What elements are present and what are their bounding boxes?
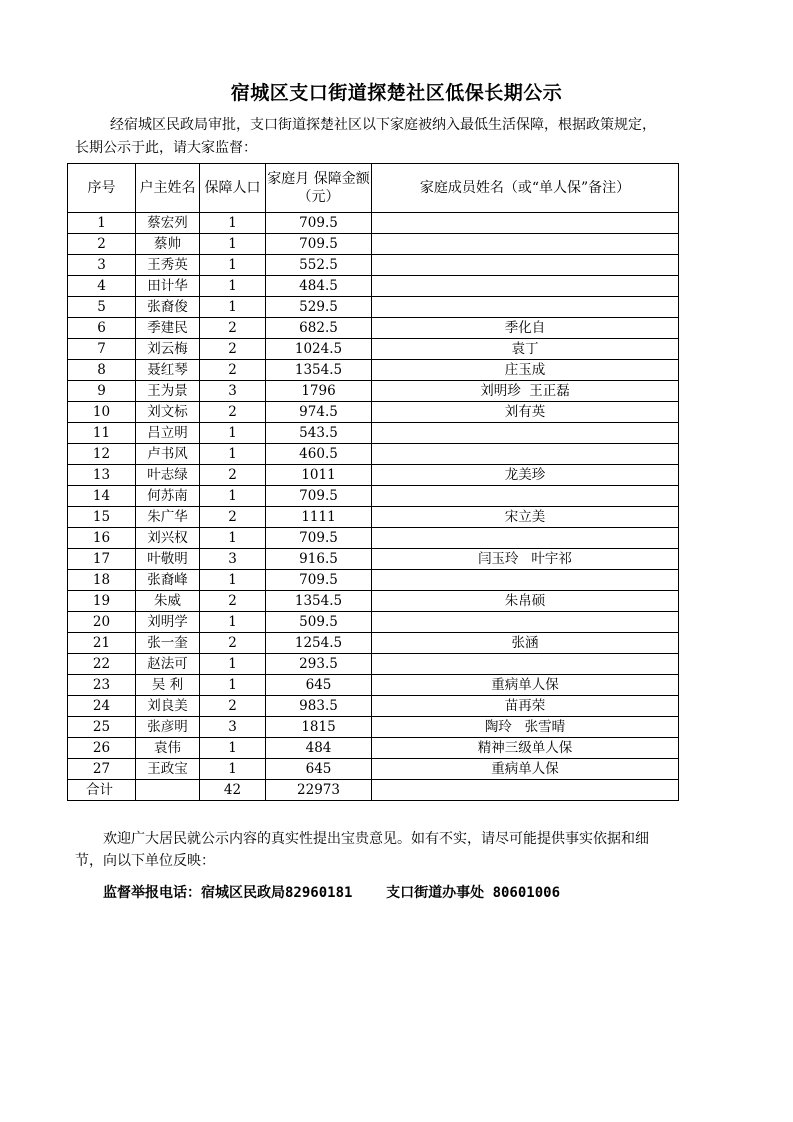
table-row — [68, 633, 679, 654]
row-householder: 张裔俊 — [136, 297, 200, 318]
page-title: 宿城区支口街道探楚社区低保长期公示 — [230, 82, 563, 104]
table-row — [68, 759, 679, 780]
row-householder: 卢书风 — [136, 444, 200, 465]
row-people: 1 — [200, 486, 266, 507]
row-people: 1 — [200, 255, 266, 276]
table-total-row — [68, 780, 679, 801]
row-members: 朱帛硕 — [372, 591, 679, 612]
row-amount: 645 — [266, 675, 372, 696]
row-index: 8 — [68, 360, 136, 381]
row-amount: 983.5 — [266, 696, 372, 717]
row-index: 19 — [68, 591, 136, 612]
table-row — [68, 276, 679, 297]
header-members: 家庭成员姓名（或“单人保”备注） — [372, 164, 679, 213]
row-amount: 709.5 — [266, 570, 372, 591]
table-row — [68, 339, 679, 360]
row-householder: 叶志绿 — [136, 465, 200, 486]
row-people: 1 — [200, 213, 266, 234]
welfare-table — [67, 163, 679, 801]
row-members — [372, 654, 679, 675]
row-amount: 529.5 — [266, 297, 372, 318]
row-people: 2 — [200, 402, 266, 423]
row-amount: 484 — [266, 738, 372, 759]
row-amount: 1815 — [266, 717, 372, 738]
row-index: 10 — [68, 402, 136, 423]
row-index: 12 — [68, 444, 136, 465]
row-index: 16 — [68, 528, 136, 549]
row-members: 重病单人保 — [372, 675, 679, 696]
row-amount: 1111 — [266, 507, 372, 528]
row-people: 3 — [200, 717, 266, 738]
row-amount: 645 — [266, 759, 372, 780]
row-members — [372, 444, 679, 465]
total-members — [372, 780, 679, 801]
row-members — [372, 276, 679, 297]
row-index: 13 — [68, 465, 136, 486]
row-members: 刘明珍 王正磊 — [372, 381, 679, 402]
row-amount: 709.5 — [266, 213, 372, 234]
row-amount: 709.5 — [266, 528, 372, 549]
row-members: 季化自 — [372, 318, 679, 339]
row-people: 1 — [200, 528, 266, 549]
row-index: 3 — [68, 255, 136, 276]
row-people: 1 — [200, 738, 266, 759]
row-amount: 552.5 — [266, 255, 372, 276]
row-members — [372, 213, 679, 234]
row-householder: 聂红琴 — [136, 360, 200, 381]
notice-paragraph: 欢迎广大居民就公示内容的真实性提出宝贵意见。如有不实，请尽可能提供事实依据和细节，向以下单位反映： — [75, 831, 649, 869]
row-index: 4 — [68, 276, 136, 297]
table-row — [68, 675, 679, 696]
row-householder: 王秀英 — [136, 255, 200, 276]
row-members: 宋立美 — [372, 507, 679, 528]
row-people: 2 — [200, 339, 266, 360]
row-members: 张涵 — [372, 633, 679, 654]
row-householder: 蔡宏列 — [136, 213, 200, 234]
row-people: 1 — [200, 234, 266, 255]
header-amount: 家庭月 保障金额（元） — [266, 164, 372, 213]
row-householder: 田计华 — [136, 276, 200, 297]
table-body — [68, 213, 679, 780]
row-index: 27 — [68, 759, 136, 780]
row-householder: 朱广华 — [136, 507, 200, 528]
row-householder: 何苏南 — [136, 486, 200, 507]
table-row — [68, 654, 679, 675]
row-people: 1 — [200, 570, 266, 591]
row-householder: 王政宝 — [136, 759, 200, 780]
table-row — [68, 444, 679, 465]
row-householder: 张一奎 — [136, 633, 200, 654]
row-people: 1 — [200, 423, 266, 444]
table-row — [68, 255, 679, 276]
row-amount: 1254.5 — [266, 633, 372, 654]
row-people: 2 — [200, 360, 266, 381]
table-row — [68, 738, 679, 759]
header-householder: 户主姓名 — [136, 164, 200, 213]
row-amount: 1796 — [266, 381, 372, 402]
table-row — [68, 717, 679, 738]
row-amount: 709.5 — [266, 234, 372, 255]
row-members: 精神三级单人保 — [372, 738, 679, 759]
row-index: 7 — [68, 339, 136, 360]
table-row — [68, 360, 679, 381]
row-amount: 974.5 — [266, 402, 372, 423]
row-people: 1 — [200, 654, 266, 675]
supervise-line: 监督举报电话：宿城区民政局82960181 支口街道办事处 80601006 — [103, 885, 561, 901]
row-index: 1 — [68, 213, 136, 234]
table-row — [68, 507, 679, 528]
row-members: 闫玉玲 叶宇祁 — [372, 549, 679, 570]
row-index: 2 — [68, 234, 136, 255]
total-name — [136, 780, 200, 801]
row-amount: 460.5 — [266, 444, 372, 465]
row-householder: 袁伟 — [136, 738, 200, 759]
row-people: 2 — [200, 318, 266, 339]
row-householder: 张彦明 — [136, 717, 200, 738]
row-householder: 刘良美 — [136, 696, 200, 717]
row-index: 21 — [68, 633, 136, 654]
table-header-row — [68, 164, 679, 213]
row-householder: 吴 利 — [136, 675, 200, 696]
row-householder: 刘云梅 — [136, 339, 200, 360]
header-people: 保障人口 — [200, 164, 266, 213]
table-row — [68, 528, 679, 549]
row-index: 17 — [68, 549, 136, 570]
row-people: 1 — [200, 276, 266, 297]
row-index: 22 — [68, 654, 136, 675]
row-members — [372, 255, 679, 276]
table-row — [68, 612, 679, 633]
table-row — [68, 402, 679, 423]
row-people: 2 — [200, 507, 266, 528]
row-members — [372, 570, 679, 591]
row-amount: 1011 — [266, 465, 372, 486]
row-members: 苗再荣 — [372, 696, 679, 717]
row-members: 陶玲 张雪晴 — [372, 717, 679, 738]
row-index: 15 — [68, 507, 136, 528]
table-row — [68, 486, 679, 507]
row-people: 2 — [200, 633, 266, 654]
table-row — [68, 465, 679, 486]
row-householder: 朱威 — [136, 591, 200, 612]
row-people: 2 — [200, 591, 266, 612]
row-members: 刘有英 — [372, 402, 679, 423]
row-amount: 543.5 — [266, 423, 372, 444]
row-members: 重病单人保 — [372, 759, 679, 780]
intro-paragraph: 经宿城区民政局审批，支口街道探楚社区以下家庭被纳入最低生活保障，根据政策规定，长期公示于此，请大家监督： — [75, 117, 656, 156]
row-people: 1 — [200, 675, 266, 696]
row-index: 5 — [68, 297, 136, 318]
row-amount: 682.5 — [266, 318, 372, 339]
row-index: 9 — [68, 381, 136, 402]
row-members — [372, 528, 679, 549]
table-row — [68, 549, 679, 570]
row-people: 2 — [200, 696, 266, 717]
row-householder: 刘明学 — [136, 612, 200, 633]
row-people: 1 — [200, 612, 266, 633]
table-row — [68, 570, 679, 591]
row-people: 3 — [200, 381, 266, 402]
table-row — [68, 213, 679, 234]
row-people: 1 — [200, 297, 266, 318]
row-index: 11 — [68, 423, 136, 444]
row-people: 1 — [200, 444, 266, 465]
row-amount: 509.5 — [266, 612, 372, 633]
row-index: 18 — [68, 570, 136, 591]
row-householder: 季建民 — [136, 318, 200, 339]
row-members — [372, 297, 679, 318]
row-householder: 刘文标 — [136, 402, 200, 423]
row-householder: 吕立明 — [136, 423, 200, 444]
row-index: 25 — [68, 717, 136, 738]
table-row — [68, 381, 679, 402]
row-index: 6 — [68, 318, 136, 339]
row-people: 2 — [200, 465, 266, 486]
row-householder: 赵法可 — [136, 654, 200, 675]
table-row — [68, 423, 679, 444]
row-householder: 张裔峰 — [136, 570, 200, 591]
row-amount: 1024.5 — [266, 339, 372, 360]
row-index: 20 — [68, 612, 136, 633]
row-members — [372, 423, 679, 444]
row-members: 袁丁 — [372, 339, 679, 360]
row-members — [372, 234, 679, 255]
row-amount: 709.5 — [266, 486, 372, 507]
table-row — [68, 234, 679, 255]
row-people: 1 — [200, 759, 266, 780]
row-members: 庄玉成 — [372, 360, 679, 381]
row-amount: 484.5 — [266, 276, 372, 297]
row-householder: 王为景 — [136, 381, 200, 402]
row-amount: 293.5 — [266, 654, 372, 675]
total-label: 合计 — [68, 780, 136, 801]
table-row — [68, 696, 679, 717]
table-row — [68, 297, 679, 318]
row-amount: 916.5 — [266, 549, 372, 570]
table-row — [68, 318, 679, 339]
row-amount: 1354.5 — [266, 360, 372, 381]
row-members: 龙美珍 — [372, 465, 679, 486]
header-index: 序号 — [68, 164, 136, 213]
row-householder: 叶敬明 — [136, 549, 200, 570]
row-householder: 蔡帅 — [136, 234, 200, 255]
table-row — [68, 591, 679, 612]
row-householder: 刘兴权 — [136, 528, 200, 549]
total-people: 42 — [200, 780, 266, 801]
row-index: 26 — [68, 738, 136, 759]
total-amount: 22973 — [266, 780, 372, 801]
row-amount: 1354.5 — [266, 591, 372, 612]
row-people: 3 — [200, 549, 266, 570]
row-index: 23 — [68, 675, 136, 696]
row-members — [372, 486, 679, 507]
row-index: 14 — [68, 486, 136, 507]
row-members — [372, 612, 679, 633]
row-index: 24 — [68, 696, 136, 717]
